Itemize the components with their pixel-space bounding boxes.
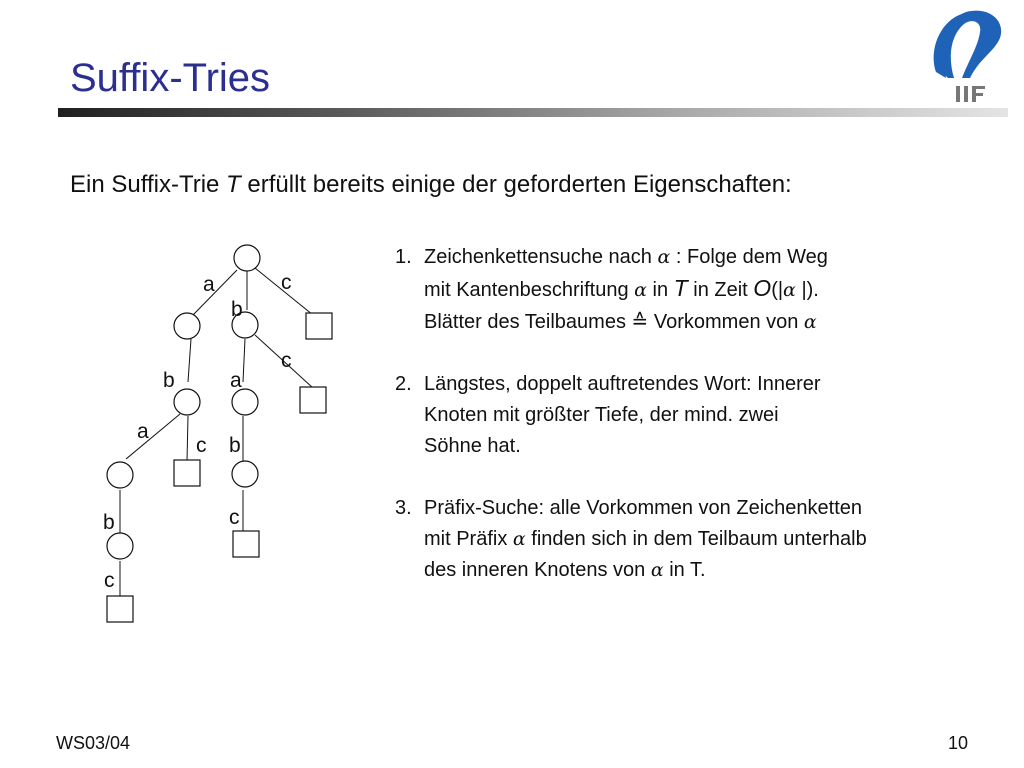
text-span: in T. [663,559,706,581]
alpha-symbol: α [512,528,526,550]
edge-label-b: b [231,298,243,321]
node-root [234,245,260,271]
text-span: des inneren Knotens von [424,559,651,581]
edge-label-b: b [229,434,241,457]
text-span: |). [795,279,819,301]
alpha-symbol: α [783,279,796,301]
edge-label-c: c [104,569,115,592]
trie-var-t: T [673,275,688,301]
list-item-2 [395,369,1015,462]
item-line [424,273,1015,306]
intro-before: Ein Suffix-Trie [70,171,227,198]
edge-label-b: b [103,511,115,534]
node-n7 [107,533,133,559]
item-line: Söhne hat. [424,435,521,457]
node-n4 [232,389,258,415]
node-n6 [232,461,258,487]
edge-label-b: b [163,369,175,392]
corresponds-symbol: ≙ [631,309,649,333]
text-span: finden sich in dem Teilbaum unterhalb [525,528,867,550]
slide-title: Suffix-Tries [70,56,271,100]
edge-label-a: a [230,369,242,392]
item-line [424,555,1015,586]
alpha-symbol: α [634,279,647,301]
intro-text [70,171,792,199]
alpha-symbol: α [803,311,817,333]
item-line: Längstes, doppelt auftretendes Wort: Innerer [424,373,821,395]
text-span: Zeichenkettensuche nach [424,246,658,268]
item-line [424,242,1015,273]
leaf-1 [306,313,332,339]
item-line: Knoten mit größter Tiefe, der mind. zwei [424,404,779,426]
intro-var: T [226,171,241,198]
item-number: 3. [395,497,412,519]
intro-after: erfüllt bereits einige der geforderten Eigenschaften: [240,171,792,198]
edge-label-a: a [203,273,215,296]
edge-label-c: c [281,349,292,372]
edge-label-c: c [229,506,240,529]
node-n1 [174,313,200,339]
edge-n3-n5 [126,414,180,459]
footer-semester: WS03/04 [56,733,131,753]
leaf-3 [174,460,200,486]
edge-label-c: c [196,434,207,457]
properties-list [395,242,1015,617]
item-number: 2. [395,373,412,395]
logo-emblem [937,11,1001,78]
alpha-symbol: α [657,246,671,268]
footer-page-number: 10 [948,733,969,753]
text-span: Vorkommen von [648,311,804,333]
text-span: in [646,279,674,301]
node-n5 [107,462,133,488]
list-item-3 [395,493,1015,586]
edge-n1-n3 [188,339,191,382]
text-span: in Zeit [687,279,754,301]
node-n3 [174,389,200,415]
item-line: Präfix-Suche: alle Vorkommen von Zeichenketten [424,497,862,519]
item-line [424,524,1015,555]
text-span: : Folge dem Weg [670,246,828,268]
text-span: (| [771,279,784,301]
item-line [424,306,1015,338]
item-number: 1. [395,246,412,268]
text-span: Blätter des Teilbaumes [424,311,632,333]
edge-label-a: a [137,420,149,443]
alpha-symbol: α [650,559,664,581]
edge-n3-leaf3 [187,416,188,461]
edge-label-c: c [281,271,292,294]
leaf-2 [300,387,326,413]
edge-n2-n4 [243,339,245,382]
list-item-1 [395,242,1015,338]
leaf-4 [233,531,259,557]
suffix-trie-diagram [95,240,345,630]
leaf-5 [107,596,133,622]
text-span: mit Kantenbeschriftung [424,279,635,301]
big-o-symbol: O [753,275,772,301]
iif-logo [918,8,1008,104]
title-underline-bar [58,108,1008,117]
text-span: mit Präfix [424,528,513,550]
